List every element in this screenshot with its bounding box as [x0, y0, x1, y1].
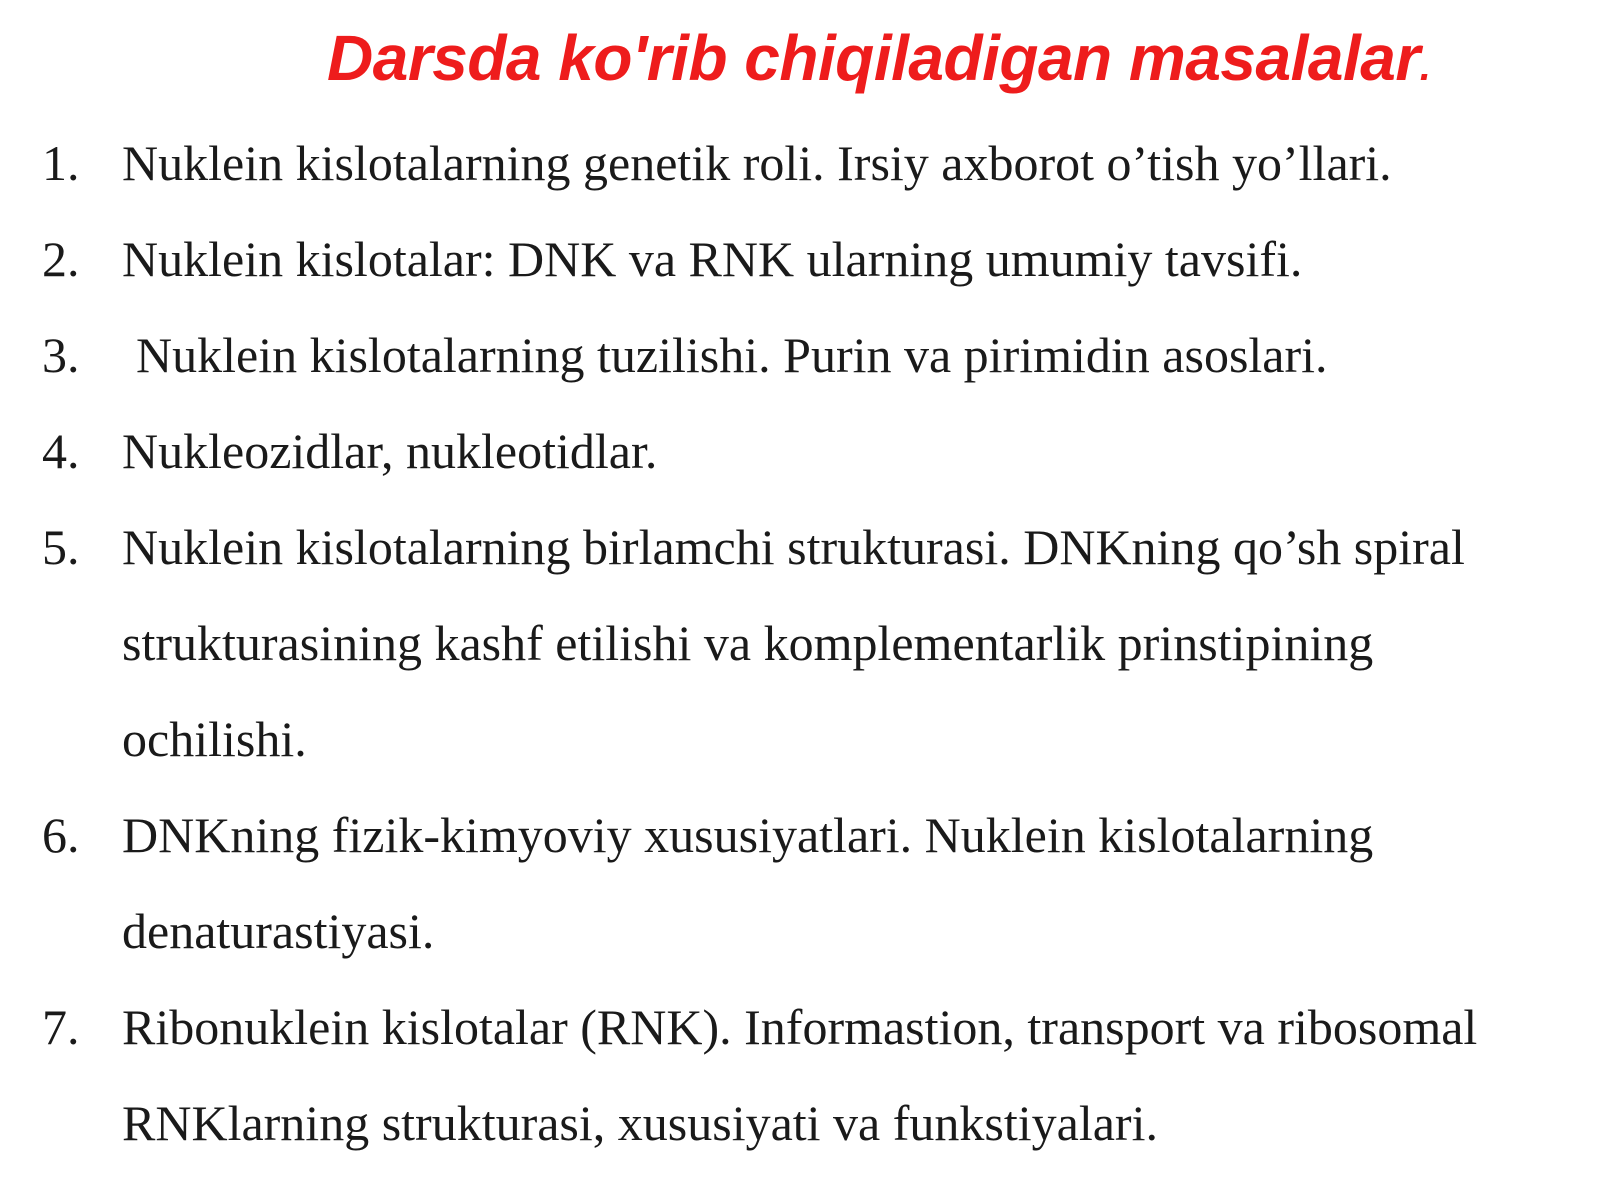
slide-title-text: Darsda ko'rib chiqiladigan masalalar — [327, 22, 1420, 94]
list-item — [0, 403, 1600, 499]
list-item-number: 5. — [42, 519, 80, 575]
list-item — [0, 211, 1600, 307]
list-item-text: Nukleozidlar, nukleotidlar. — [122, 423, 658, 479]
list-item-text: DNKning fizik-kimyoviy xususiyatlari. Nuklein kislotalarning denaturastiyasi. — [122, 807, 1374, 959]
list-item — [0, 115, 1600, 211]
list-item-text: Ribonuklein kislotalar (RNK). Informastion, transport va ribosomal RNKlarning strukturasi, xususiyati va funkstiyalari. — [122, 999, 1478, 1151]
topics-list — [0, 115, 1600, 1171]
list-item — [0, 979, 1600, 1171]
list-item-number: 7. — [42, 999, 80, 1055]
list-item-text: Nuklein kislotalar: DNK va RNK ularning umumiy tavsifi. — [122, 231, 1303, 287]
list-item — [0, 787, 1600, 979]
list-item-number: 2. — [42, 231, 80, 287]
list-item — [0, 499, 1600, 787]
list-item-number: 1. — [42, 135, 80, 191]
list-item-text: Nuklein kislotalarning tuzilishi. Purin va pirimidin asoslari. — [136, 327, 1328, 383]
list-item-number: 6. — [42, 807, 80, 863]
list-item — [0, 307, 1600, 403]
list-item-number: 4. — [42, 423, 80, 479]
slide-title-period: . — [1419, 45, 1431, 89]
list-item-text: Nuklein kislotalarning genetik roli. Irsiy axborot o’tish yo’llari. — [122, 135, 1392, 191]
list-item-text: Nuklein kislotalarning birlamchi strukturasi. DNKning qo’sh spiral strukturasining kashf etilishi va komplementarlik prinstipining ochilishi. — [122, 519, 1465, 767]
slide-title — [327, 18, 1430, 107]
list-item-number: 3. — [42, 327, 80, 383]
